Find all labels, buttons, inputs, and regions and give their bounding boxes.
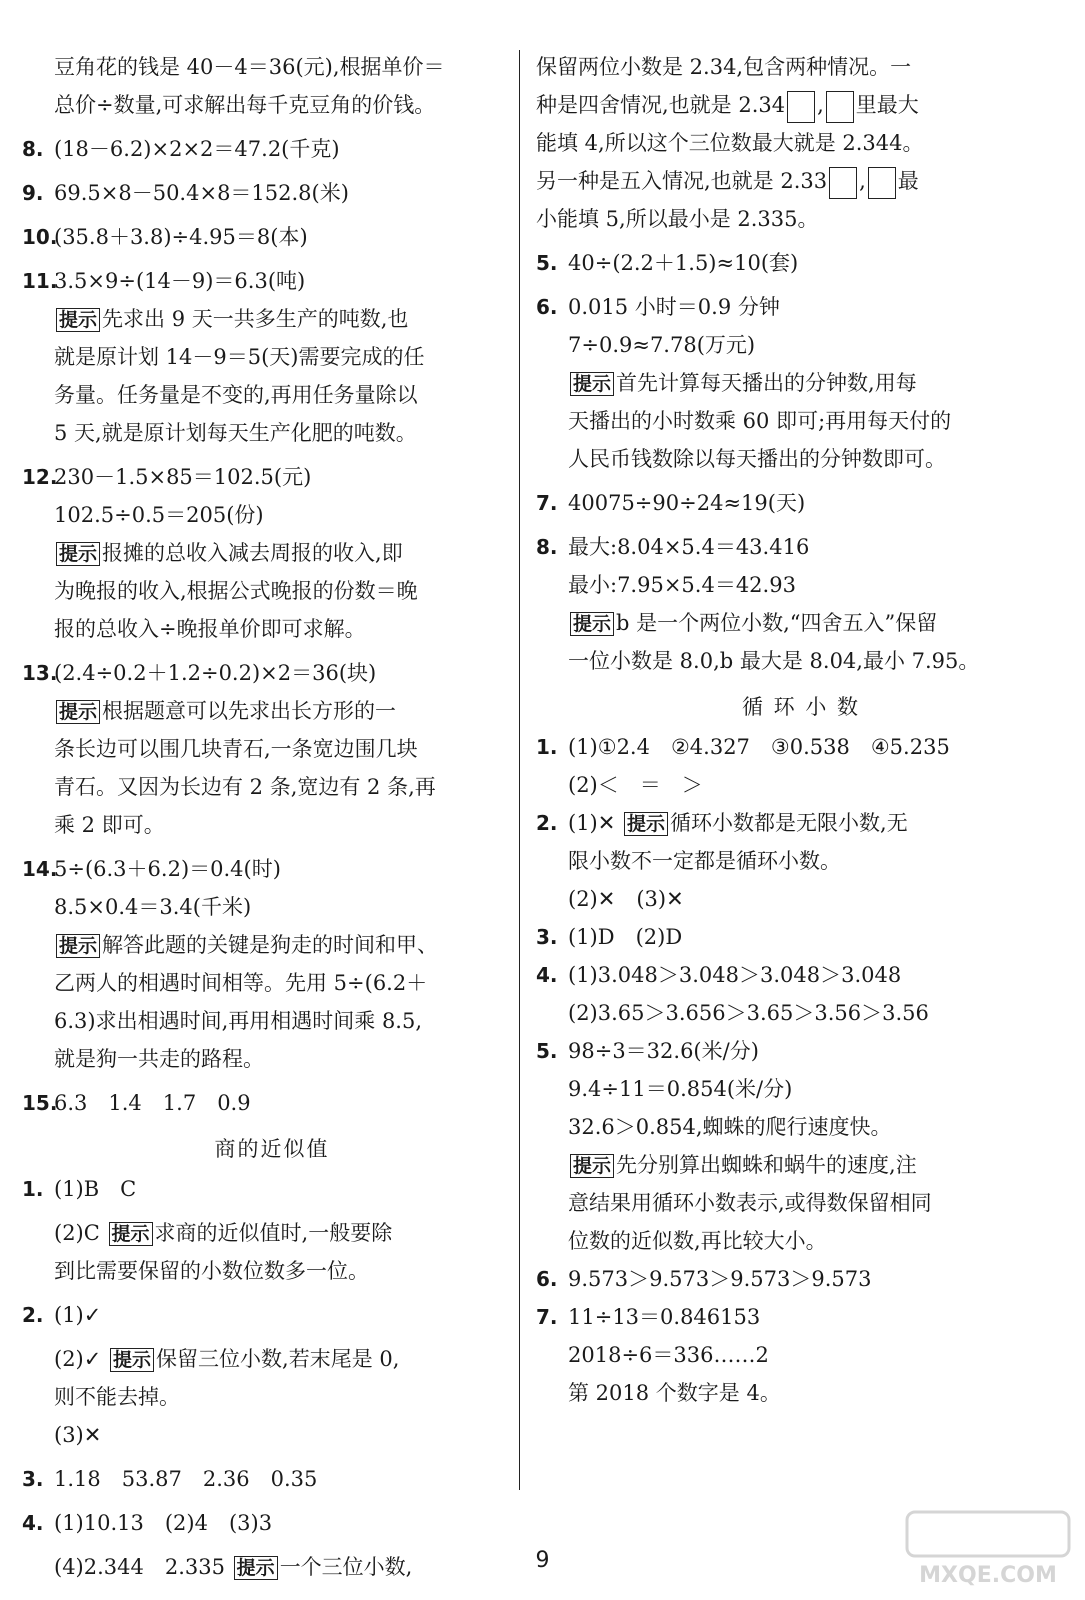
tip-text: 就是狗一共走的路程。 bbox=[54, 1047, 264, 1071]
answer-text: (2)＜ ＝ ＞ bbox=[568, 773, 703, 797]
tip-text: 首先计算每天播出的分钟数,用每 bbox=[616, 371, 917, 395]
answer-text: 9.573＞9.573＞9.573＞9.573 bbox=[568, 1267, 872, 1291]
tip-label: 提示 bbox=[56, 934, 100, 958]
answer-text: 6.3 1.4 1.7 0.9 bbox=[54, 1091, 251, 1115]
tip-line bbox=[536, 364, 1066, 402]
tip-label: 提示 bbox=[624, 812, 668, 836]
tip-label: 提示 bbox=[110, 1348, 154, 1372]
tip-text: 乘 2 即可。 bbox=[54, 813, 165, 837]
tip-text: 意结果用循环小数表示,或得数保留相同 bbox=[568, 1191, 932, 1215]
answer-line bbox=[536, 200, 1066, 238]
answer-text: , bbox=[817, 93, 824, 117]
item-number: 15. bbox=[22, 1091, 58, 1115]
item-number: 1. bbox=[536, 735, 558, 759]
answer-line bbox=[536, 918, 1066, 956]
answer-item bbox=[22, 458, 522, 648]
blank-box bbox=[826, 91, 854, 123]
answer-item bbox=[22, 218, 522, 256]
answer-line bbox=[536, 1070, 1066, 1108]
item-number: 13. bbox=[22, 661, 58, 685]
answer-text: 另一种是五入情况,也就是 2.33 bbox=[536, 169, 828, 193]
answer-line bbox=[22, 218, 522, 256]
tip-label: 提示 bbox=[570, 372, 614, 396]
answer-text: 32.6＞0.854,蜘蛛的爬行速度快。 bbox=[568, 1115, 892, 1139]
tip-line bbox=[22, 610, 522, 648]
answer-item bbox=[22, 48, 522, 124]
answer-item bbox=[536, 528, 1066, 680]
tip-text: 位数的近似数,再比较大小。 bbox=[568, 1229, 827, 1253]
answer-text: 9.4÷11＝0.854(米/分) bbox=[568, 1077, 793, 1101]
answer-line bbox=[22, 130, 522, 168]
answer-text: 第 2018 个数字是 4。 bbox=[568, 1381, 781, 1405]
answer-line bbox=[22, 1340, 522, 1378]
answer-item bbox=[22, 130, 522, 168]
answer-text: 最大:8.04×5.4＝43.416 bbox=[568, 535, 810, 559]
answer-line bbox=[22, 174, 522, 212]
answer-line bbox=[22, 48, 522, 86]
tip-text: 乙两人的相遇时间相等。先用 5÷(6.2＋ bbox=[54, 971, 428, 995]
tip-line bbox=[536, 440, 1066, 478]
answer-line bbox=[22, 1504, 522, 1542]
tip-line bbox=[22, 806, 522, 844]
answer-text: 40÷(2.2＋1.5)≈10(套) bbox=[568, 251, 799, 275]
tip-label: 提示 bbox=[56, 308, 100, 332]
tip-line bbox=[536, 642, 1066, 680]
left-column bbox=[22, 48, 522, 1592]
answer-text: (2.4÷0.2＋1.2÷0.2)×2＝36(块) bbox=[54, 661, 377, 685]
answer-item bbox=[536, 484, 1066, 522]
answer-item bbox=[22, 1460, 522, 1498]
answer-text: 8.5×0.4＝3.4(千米) bbox=[54, 895, 252, 919]
tip-line bbox=[22, 338, 522, 376]
answer-line bbox=[22, 458, 522, 496]
answer-text: 98÷3＝32.6(米/分) bbox=[568, 1039, 759, 1063]
tip-line bbox=[22, 376, 522, 414]
answer-line bbox=[22, 1252, 522, 1290]
answer-text: 40075÷90÷24≈19(天) bbox=[568, 491, 806, 515]
answer-text: 里最大 bbox=[855, 93, 919, 117]
tip-text: 解答此题的关键是狗走的时间和甲、 bbox=[102, 933, 439, 957]
answer-line bbox=[22, 1460, 522, 1498]
answer-line bbox=[536, 1336, 1066, 1374]
answer-line bbox=[536, 1374, 1066, 1412]
answer-line bbox=[536, 484, 1066, 522]
answer-text: (1)3.048＞3.048＞3.048＞3.048 bbox=[568, 963, 902, 987]
blank-box bbox=[829, 167, 857, 199]
item-number: 3. bbox=[22, 1467, 44, 1491]
item-number: 3. bbox=[536, 925, 558, 949]
tip-text: 青石。又因为长边有 2 条,宽边有 2 条,再 bbox=[54, 775, 436, 799]
item-number: 9. bbox=[22, 181, 44, 205]
blank-box bbox=[787, 91, 815, 123]
tip-label: 提示 bbox=[56, 700, 100, 724]
answer-text: 102.5÷0.5＝205(份) bbox=[54, 503, 264, 527]
answer-line bbox=[536, 288, 1066, 326]
answer-text: 总价÷数量,可求解出每千克豆角的价钱。 bbox=[54, 93, 436, 117]
item-number: 12. bbox=[22, 465, 58, 489]
answer-line bbox=[22, 654, 522, 692]
tip-line bbox=[22, 730, 522, 768]
svg-text:MXQE.COM: MXQE.COM bbox=[919, 1563, 1057, 1588]
answer-line bbox=[536, 1298, 1066, 1336]
item-number: 2. bbox=[22, 1303, 44, 1327]
answer-line bbox=[536, 244, 1066, 282]
answer-text: (1)B C bbox=[54, 1177, 137, 1201]
answer-text: 则不能去掉。 bbox=[54, 1385, 180, 1409]
answer-text: 最小:7.95×5.4＝42.93 bbox=[568, 573, 796, 597]
answer-text: (2)3.65＞3.656＞3.65＞3.56＞3.56 bbox=[568, 1001, 929, 1025]
answer-line bbox=[536, 766, 1066, 804]
item-number: 4. bbox=[22, 1511, 44, 1535]
tip-label: 提示 bbox=[234, 1556, 278, 1580]
answer-text: 11÷13＝0.846153 bbox=[568, 1305, 761, 1329]
answer-line bbox=[22, 86, 522, 124]
tip-text: 人民币钱数除以每天播出的分钟数即可。 bbox=[568, 447, 946, 471]
tip-line bbox=[22, 926, 522, 964]
answer-text: 保留两位小数是 2.34,包含两种情况。一 bbox=[536, 55, 912, 79]
tip-text: 报摊的总收入减去周报的收入,即 bbox=[102, 541, 403, 565]
tip-text: 先求出 9 天一共多生产的吨数,也 bbox=[102, 307, 409, 331]
tip-text: 一位小数是 8.0,b 最大是 8.04,最小 7.95。 bbox=[568, 649, 980, 673]
answer-line bbox=[22, 1170, 522, 1208]
answer-line bbox=[22, 262, 522, 300]
answer-line bbox=[536, 842, 1066, 880]
tip-label: 提示 bbox=[56, 542, 100, 566]
tip-line bbox=[22, 692, 522, 730]
answer-item bbox=[22, 1214, 522, 1290]
answer-line bbox=[536, 162, 1066, 200]
answer-text: 69.5×8－50.4×8＝152.8(米) bbox=[54, 181, 349, 205]
answer-item bbox=[22, 654, 522, 844]
answer-line bbox=[22, 1214, 522, 1252]
tip-line bbox=[22, 1002, 522, 1040]
answer-text: (1)10.13 (2)4 (3)3 bbox=[54, 1511, 273, 1535]
tip-label: 提示 bbox=[109, 1222, 153, 1246]
answer-text: 5÷(6.3＋6.2)＝0.4(时) bbox=[54, 857, 281, 881]
answer-text: (1)✕ bbox=[568, 811, 616, 835]
answer-text: 7÷0.9≈7.78(万元) bbox=[568, 333, 756, 357]
answer-text: 230－1.5×85＝102.5(元) bbox=[54, 465, 312, 489]
item-number: 7. bbox=[536, 491, 558, 515]
tip-line bbox=[22, 534, 522, 572]
right-column bbox=[536, 48, 1066, 1412]
tip-text: 求商的近似值时,一般要除 bbox=[154, 1221, 393, 1245]
tip-text: 5 天,就是原计划每天生产化肥的吨数。 bbox=[54, 421, 417, 445]
item-number: 5. bbox=[536, 1039, 558, 1063]
tip-text: 6.3)求出相遇时间,再用相遇时间乘 8.5, bbox=[54, 1009, 423, 1033]
answer-line bbox=[536, 1260, 1066, 1298]
tip-text: 根据题意可以先求出长方形的一 bbox=[102, 699, 397, 723]
answer-item bbox=[22, 1296, 522, 1334]
answer-line bbox=[536, 804, 1066, 842]
answer-line bbox=[22, 888, 522, 926]
answer-line bbox=[22, 1416, 522, 1454]
tip-text: 先分别算出蜘蛛和蜗牛的速度,注 bbox=[616, 1153, 917, 1177]
tip-text: 报的总收入÷晚报单价即可求解。 bbox=[54, 617, 366, 641]
answer-line bbox=[22, 1296, 522, 1334]
answer-item bbox=[22, 1504, 522, 1542]
answer-line bbox=[536, 48, 1066, 86]
answer-text: 能填 4,所以这个三位数最大就是 2.344。 bbox=[536, 131, 924, 155]
answer-text: 3.5×9÷(14－9)＝6.3(吨) bbox=[54, 269, 306, 293]
item-number: 7. bbox=[536, 1305, 558, 1329]
watermark-logo bbox=[903, 1508, 1073, 1588]
answer-text: 2018÷6＝336……2 bbox=[568, 1343, 769, 1367]
item-number: 11. bbox=[22, 269, 58, 293]
answer-text: (1)①2.4 ②4.327 ③0.538 ④5.235 bbox=[568, 735, 950, 759]
section-heading: 循 环 小 数 bbox=[741, 695, 861, 719]
answer-line bbox=[536, 528, 1066, 566]
tip-line bbox=[536, 1222, 1066, 1260]
item-number: 1. bbox=[22, 1177, 44, 1201]
answer-line bbox=[536, 1108, 1066, 1146]
answer-line bbox=[536, 124, 1066, 162]
answer-item-continued bbox=[536, 48, 1066, 238]
answer-text: 最 bbox=[897, 169, 919, 193]
answer-item bbox=[536, 288, 1066, 478]
tip-text: 为晚报的收入,根据公式晚报的份数＝晚 bbox=[54, 579, 418, 603]
item-number: 8. bbox=[22, 137, 44, 161]
answer-line bbox=[536, 326, 1066, 364]
answer-text: , bbox=[859, 169, 866, 193]
answer-text: (18－6.2)×2×2＝47.2(千克) bbox=[54, 137, 340, 161]
tip-line bbox=[22, 1040, 522, 1078]
answer-item bbox=[22, 1170, 522, 1208]
tip-text: 条长边可以围几块青石,一条宽边围几块 bbox=[54, 737, 418, 761]
answer-line bbox=[536, 728, 1066, 766]
blank-box bbox=[868, 167, 896, 199]
answer-line bbox=[536, 1032, 1066, 1070]
tip-line bbox=[22, 964, 522, 1002]
answer-item bbox=[22, 1340, 522, 1454]
answer-line bbox=[536, 994, 1066, 1032]
tip-line bbox=[536, 604, 1066, 642]
tip-line bbox=[22, 768, 522, 806]
answer-line bbox=[22, 1084, 522, 1122]
answer-item bbox=[22, 850, 522, 1078]
tip-line bbox=[22, 572, 522, 610]
answer-line bbox=[536, 956, 1066, 994]
answer-line bbox=[22, 1378, 522, 1416]
tip-line bbox=[536, 402, 1066, 440]
page-number: 9 bbox=[535, 1548, 550, 1573]
answer-item bbox=[536, 244, 1066, 282]
tip-text: 天播出的小时数乘 60 即可;再用每天付的 bbox=[568, 409, 952, 433]
item-number: 10. bbox=[22, 225, 58, 249]
answer-text: 种是四舍情况,也就是 2.34 bbox=[536, 93, 786, 117]
item-number: 6. bbox=[536, 295, 558, 319]
answer-text: (4)2.344 2.335 bbox=[54, 1555, 225, 1579]
answer-text: 小能填 5,所以最小是 2.335。 bbox=[536, 207, 819, 231]
answer-text: (2)✕ (3)✕ bbox=[568, 887, 684, 911]
tip-label: 提示 bbox=[570, 1154, 614, 1178]
answer-text: 限小数不一定都是循环小数。 bbox=[568, 849, 841, 873]
item-number: 8. bbox=[536, 535, 558, 559]
item-number: 14. bbox=[22, 857, 58, 881]
item-number: 6. bbox=[536, 1267, 558, 1291]
answer-text: 到比需要保留的小数位数多一位。 bbox=[54, 1259, 369, 1283]
tip-line bbox=[22, 300, 522, 338]
answer-line bbox=[536, 566, 1066, 604]
answer-text: (35.8＋3.8)÷4.95＝8(本) bbox=[54, 225, 308, 249]
tip-text: 循环小数都是无限小数,无 bbox=[670, 811, 908, 835]
tip-text: 务量。任务量是不变的,再用任务量除以 bbox=[54, 383, 418, 407]
tip-line bbox=[22, 414, 522, 452]
answer-text: (1)✓ bbox=[54, 1303, 102, 1327]
answer-item bbox=[22, 1084, 522, 1122]
tip-text: 保留三位小数,若末尾是 0, bbox=[156, 1347, 400, 1371]
item-number: 2. bbox=[536, 811, 558, 835]
answer-item bbox=[22, 174, 522, 212]
section-heading: 商的近似值 bbox=[214, 1137, 330, 1161]
tip-label: 提示 bbox=[570, 612, 614, 636]
answer-text: 0.015 小时＝0.9 分钟 bbox=[568, 295, 780, 319]
tip-text: 一个三位小数, bbox=[279, 1555, 413, 1579]
answer-text: (2)C bbox=[54, 1221, 100, 1245]
tip-line bbox=[536, 1184, 1066, 1222]
tip-text: b 是一个两位小数,“四舍五入”保留 bbox=[616, 611, 938, 635]
answer-text: (2)✓ bbox=[54, 1347, 102, 1371]
tip-text: 就是原计划 14－9＝5(天)需要完成的任 bbox=[54, 345, 425, 369]
item-number: 4. bbox=[536, 963, 558, 987]
answer-line bbox=[22, 850, 522, 888]
answer-text: 1.18 53.87 2.36 0.35 bbox=[54, 1467, 318, 1491]
answer-line bbox=[22, 496, 522, 534]
answer-text: (3)✕ bbox=[54, 1423, 102, 1447]
answer-line bbox=[536, 86, 1066, 124]
item-number: 5. bbox=[536, 251, 558, 275]
answer-text: 豆角花的钱是 40－4＝36(元),根据单价＝ bbox=[54, 55, 445, 79]
answer-item bbox=[22, 262, 522, 452]
answer-text: (1)D (2)D bbox=[568, 925, 683, 949]
tip-line bbox=[536, 1146, 1066, 1184]
answer-line bbox=[536, 880, 1066, 918]
